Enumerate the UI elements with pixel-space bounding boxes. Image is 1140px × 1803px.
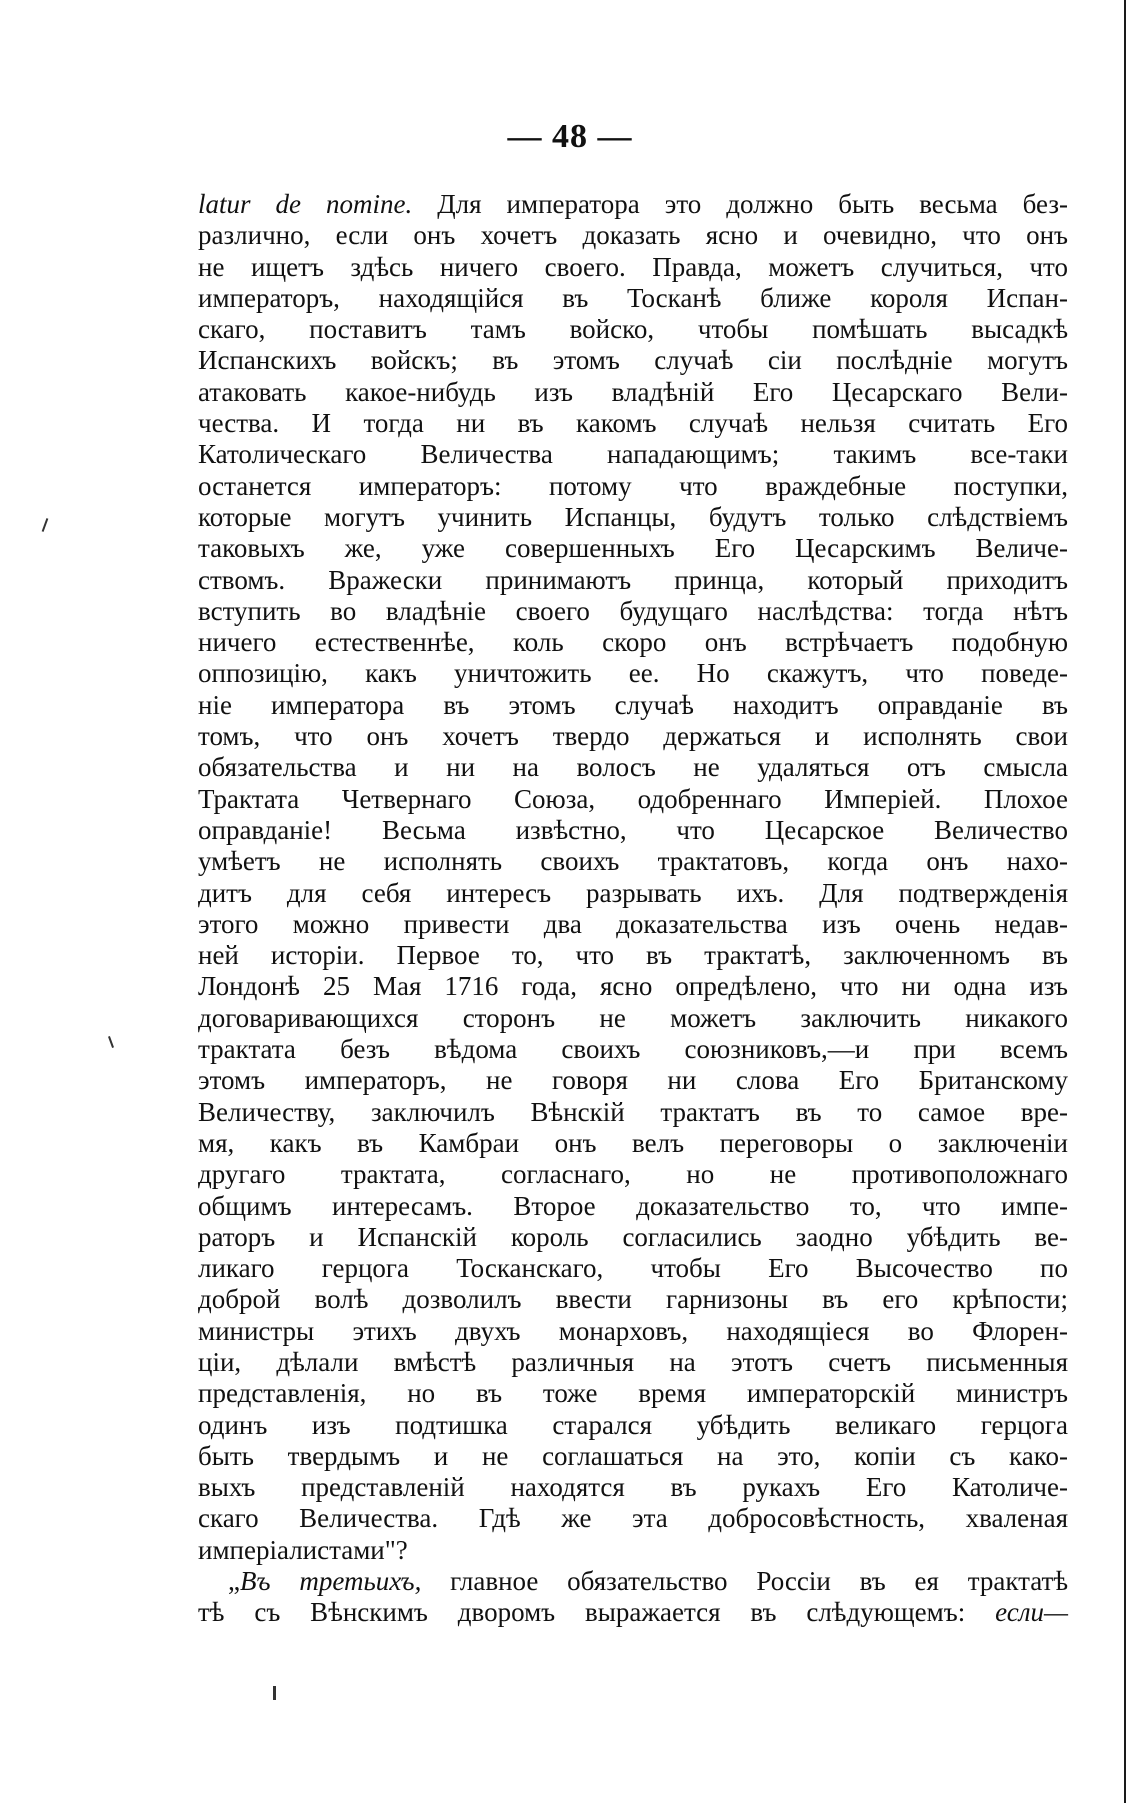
text-line <box>198 846 1068 877</box>
text-line <box>198 565 1068 596</box>
text-line <box>198 502 1068 533</box>
text-line-content: оправданіе! Весьма извѣстно, что Цесарское Величество <box>198 814 1068 845</box>
text-line-content: ціи, дѣлали вмѣстѣ различныя на этотъ счетъ письменныя <box>198 1346 1068 1377</box>
text-line <box>198 940 1068 971</box>
text-line-content: министры этихъ двухъ монарховъ, находящіеся во Флорен- <box>198 1315 1068 1346</box>
text-line <box>198 1128 1068 1159</box>
text-line-content: не ищетъ здѣсь ничего своего. Правда, можетъ случиться, что <box>198 251 1068 282</box>
page-edge-rule <box>1124 0 1126 1803</box>
text-line <box>198 690 1068 721</box>
text-line-content: выхъ представленій находятся въ рукахъ Его Католиче- <box>198 1472 1068 1503</box>
text-line <box>198 721 1068 752</box>
text-line-content: чества. И тогда ни въ какомъ случаѣ нельзя считать Его <box>198 408 1068 439</box>
text-line-content: умѣетъ не исполнять своихъ трактатовъ, когда онъ нахо- <box>198 846 1068 877</box>
text-line <box>198 345 1068 376</box>
text-line-content: ликаго герцога Тосканскаго, чтобы Его Высочество по <box>198 1253 1068 1284</box>
text-line <box>198 220 1068 251</box>
text-line <box>198 815 1068 846</box>
text-line-content: Для императора это должно быть весьма без- <box>412 189 1068 219</box>
text-line-content: скаго, поставитъ тамъ войско, чтобы помѣшать высадкѣ <box>198 314 1068 345</box>
ink-mark <box>273 1686 276 1700</box>
text-line-content: этомъ императоръ, не говоря ни слова Его Британскому <box>198 1065 1068 1096</box>
text-line-content: Католическаго Величества нападающимъ; такимъ все-таки <box>198 439 1068 470</box>
text-line <box>198 1566 1068 1597</box>
text-line-content: таковыхъ же, уже совершенныхъ Его Цесарскимъ Величе- <box>198 533 1068 564</box>
text-line <box>198 1535 1068 1566</box>
text-line-content: дитъ для себя интересъ разрывать ихъ. Для подтвержденія <box>198 877 1068 908</box>
text-line-content: договаривающихся сторонъ не можетъ заключить никакого <box>198 1002 1068 1033</box>
italic-phrase: если— <box>995 1597 1068 1628</box>
ink-mark <box>42 518 49 532</box>
text-line-content: быть твердымъ и не соглашаться на это, копіи съ како- <box>198 1440 1068 1471</box>
text-line <box>198 1065 1068 1096</box>
text-line-content: трактата безъ вѣдома своихъ союзниковъ,—и при всемъ <box>198 1034 1068 1065</box>
text-line <box>198 408 1068 439</box>
text-line-content: томъ, что онъ хочетъ твердо держаться и исполнять свои <box>198 721 1068 752</box>
text-line <box>198 752 1068 783</box>
text-line <box>198 1472 1068 1503</box>
text-line-content: Лондонѣ 25 Мая 1716 года, ясно опредѣлено, что ни одна изъ <box>198 971 1068 1002</box>
body-text <box>198 189 1068 1629</box>
italic-phrase: latur de nomine. <box>198 189 413 219</box>
text-line <box>198 377 1068 408</box>
text-line <box>198 1222 1068 1253</box>
italic-phrase: Въ третьихъ, <box>239 1566 422 1597</box>
text-line <box>198 1503 1068 1534</box>
page-number: — 48 — <box>507 118 633 155</box>
ink-mark <box>108 1036 114 1048</box>
text-line-content: ствомъ. Вражески принимаютъ принца, который приходитъ <box>198 564 1068 595</box>
text-line-content: другаго трактата, согласнаго, но не противоположнаго <box>198 1159 1068 1190</box>
text-line-content: этого можно привести два доказательства изъ очень недав- <box>198 908 1068 939</box>
text-line <box>198 314 1068 345</box>
text-line-content: ніе императора въ этомъ случаѣ находитъ оправданіе въ <box>198 689 1068 720</box>
text-line-content: скаго Величества. Гдѣ же эта добросовѣстность, хваленая <box>198 1503 1068 1534</box>
text-line-content: мя, какъ въ Камбраи онъ велъ переговоры о заключеніи <box>198 1127 1068 1158</box>
text-line-content: раторъ и Испанскій король согласились заодно убѣдить ве- <box>198 1221 1068 1252</box>
text-line-content: атаковать какое-нибудь изъ владѣній Его Цесарскаго Вели- <box>198 376 1068 407</box>
text-line-content: которые могутъ учинить Испанцы, будутъ только слѣдствіемъ <box>198 501 1068 532</box>
text-line <box>198 1410 1068 1441</box>
text-line-content: общимъ интересамъ. Второе доказательство то, что импе- <box>198 1190 1068 1221</box>
text-line <box>198 1378 1068 1409</box>
text-line <box>198 596 1068 627</box>
text-line <box>198 1253 1068 1284</box>
text-line-content: главное обязательство Россіи въ ея трактатѣ <box>421 1566 1068 1597</box>
text-line <box>198 1441 1068 1472</box>
text-line-content: оппозицію, какъ уничтожить ее. Но скажутъ, что поведе- <box>198 658 1068 689</box>
text-line <box>198 627 1068 658</box>
text-line <box>198 1034 1068 1065</box>
text-line-content: одинъ изъ подтишка старался убѣдить великаго герцога <box>198 1409 1068 1440</box>
text-line-content: представленія, но въ тоже время императорскій министръ <box>198 1378 1068 1409</box>
text-line <box>198 1097 1068 1128</box>
text-line <box>198 658 1068 689</box>
text-line <box>198 909 1068 940</box>
text-line-content: тѣ съ Вѣнскимъ дворомъ выражается въ слѣдующемъ: <box>198 1597 996 1628</box>
text-line-content: ничего естественнѣе, коль скоро онъ встрѣчаетъ подобную <box>198 627 1068 658</box>
text-line-prefix: „ <box>228 1566 240 1597</box>
text-line <box>198 1316 1068 1347</box>
text-line <box>198 1159 1068 1190</box>
text-line <box>198 439 1068 470</box>
text-line-content: императоръ, находящійся въ Тосканѣ ближе короля Испан- <box>198 282 1068 313</box>
text-line-content: останется императоръ: потому что враждебные поступки, <box>198 470 1068 501</box>
text-line <box>198 189 1068 220</box>
text-line <box>198 1284 1068 1315</box>
text-line-content: Испанскихъ войскъ; въ этомъ случаѣ сіи послѣдніе могутъ <box>198 345 1068 376</box>
text-line <box>198 1597 1068 1628</box>
text-line <box>198 1347 1068 1378</box>
text-line <box>198 1003 1068 1034</box>
text-line <box>198 533 1068 564</box>
text-line <box>198 1191 1068 1222</box>
text-line-content: ней исторіи. Первое то, что въ трактатѣ, заключенномъ въ <box>198 940 1068 971</box>
text-line <box>198 471 1068 502</box>
text-line-content: вступить во владѣніе своего будущаго наслѣдства: тогда нѣтъ <box>198 595 1068 626</box>
text-line <box>198 283 1068 314</box>
text-line <box>198 971 1068 1002</box>
text-line-content: имперіалистами"? <box>198 1534 408 1565</box>
text-line-content: различно, если онъ хочетъ доказать ясно и очевидно, что онъ <box>198 220 1068 251</box>
text-line-content: обязательства и ни на волосъ не удаляться отъ смысла <box>198 752 1068 783</box>
text-line <box>198 252 1068 283</box>
text-line-content: Трактата Четвернаго Союза, одобреннаго Имперіей. Плохое <box>198 783 1068 814</box>
text-line-content: Величеству, заключилъ Вѣнскій трактатъ въ то самое вре- <box>198 1096 1068 1127</box>
text-line-content: доброй волѣ дозволилъ ввести гарнизоны въ его крѣпости; <box>198 1284 1068 1315</box>
text-line <box>198 784 1068 815</box>
text-line <box>198 878 1068 909</box>
